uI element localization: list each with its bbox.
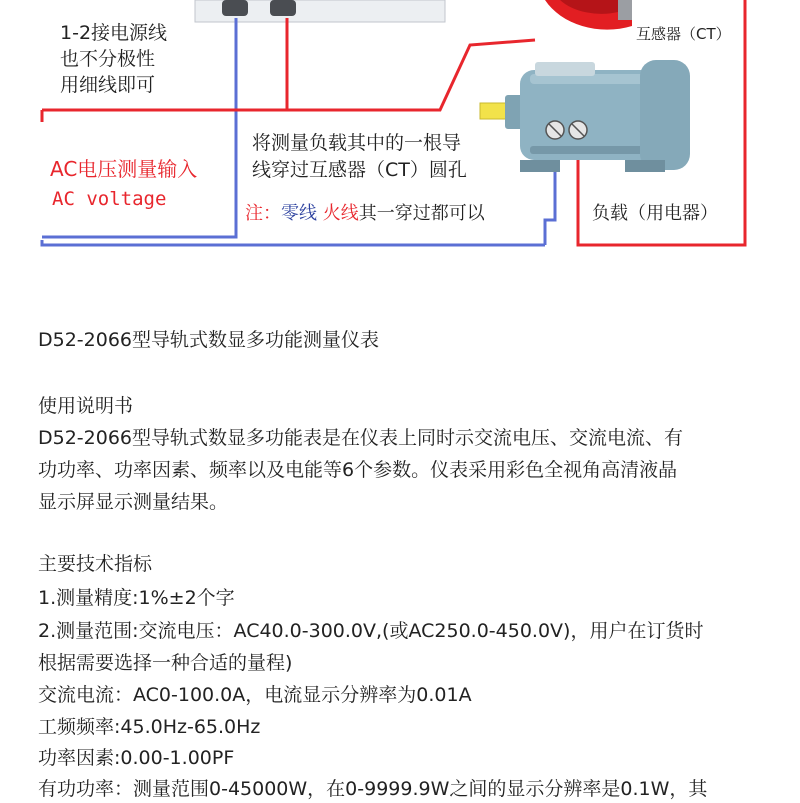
- left-note-line: 用细线即可: [60, 74, 156, 96]
- note-prefix: 注：: [245, 203, 281, 224]
- instruction-line: 线穿过互感器（CT）圆孔: [252, 159, 467, 181]
- motor: [480, 60, 690, 172]
- specs-heading: 主要技术指标: [38, 553, 153, 575]
- instruction: [252, 130, 467, 184]
- wiring-diagram: [0, 0, 800, 290]
- spec-line: 有功功率：测量范围0-45000W，在0-9999.9W之间的显示分辨率是0.1W，其: [38, 778, 708, 800]
- manual-heading: 使用说明书: [38, 395, 134, 417]
- note-neutral: 零线: [281, 203, 317, 224]
- left-note-line: 也不分极性: [60, 48, 156, 70]
- spec-line: 2.测量范围:交流电压：AC40.0-300.0V,(或AC250.0-450.0V)，用户在订货时: [38, 620, 704, 642]
- ct-label: 互感器（CT）: [636, 25, 731, 43]
- ac-input-label-en: AC voltage: [52, 188, 167, 210]
- manual-body-line: D52-2066型导轨式数显多功能表是在仪表上同时示交流电压、交流电流、有: [38, 427, 684, 449]
- load-label: 负载（用电器）: [592, 203, 718, 224]
- manual-body-line: 显示屏显示测量结果。: [38, 491, 229, 513]
- left-note: [60, 20, 167, 98]
- instruction-line: 将测量负载其中的一根导: [252, 132, 462, 154]
- document-title: D52-2066型导轨式数显多功能测量仪表: [38, 329, 380, 351]
- spec-line: 根据需要选择一种合适的量程): [38, 652, 293, 674]
- ac-input-label-cn: AC电压测量输入: [50, 157, 198, 181]
- wire-note: [245, 203, 485, 226]
- left-note-line: 1-2接电源线: [60, 22, 168, 44]
- spec-line: 功率因素:0.00-1.00PF: [38, 747, 235, 769]
- ct-ring: [545, 0, 632, 30]
- meter-device: [195, 0, 445, 22]
- spec-line: 1.测量精度:1%±2个字: [38, 587, 235, 609]
- note-live: 火线: [322, 203, 359, 224]
- manual-body-line: 功功率、功率因素、频率以及电能等6个参数。仪表采用彩色全视角高清液晶: [38, 459, 678, 481]
- spec-line: 交流电流：AC0-100.0A，电流显示分辨率为0.01A: [38, 684, 472, 706]
- spec-line: 工频频率:45.0Hz-65.0Hz: [38, 716, 261, 738]
- note-suffix: 其一穿过都可以: [358, 203, 485, 224]
